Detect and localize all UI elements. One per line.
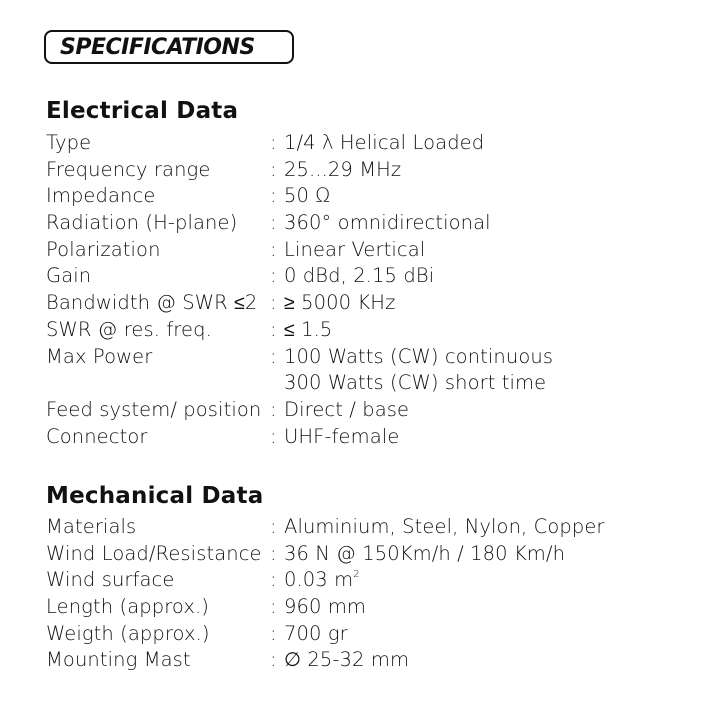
spec-value-superscript: 2 xyxy=(353,569,360,581)
spec-colon: : xyxy=(270,131,277,154)
spec-label: Gain xyxy=(46,264,92,288)
spec-value-text: ∅ 25-32 mm xyxy=(284,648,410,672)
spec-colon: : xyxy=(270,237,277,261)
spec-colon: : xyxy=(270,264,277,288)
spec-value xyxy=(284,424,399,451)
spec-label: Mounting Mast xyxy=(46,648,191,672)
spec-colon: : xyxy=(270,648,277,672)
spec-value-text: Aluminium, Steel, Nylon, Copper xyxy=(284,515,605,538)
spec-value-text: ≤ 1.5 xyxy=(284,317,333,341)
spec-label: Length (approx.) xyxy=(46,595,209,619)
spec-value-text: Linear Vertical xyxy=(284,237,426,261)
spec-label: Weigth (approx.) xyxy=(46,621,210,645)
spec-value-text: 36 N @ 150Km/h / 180 Km/h xyxy=(284,541,566,565)
spec-colon: : xyxy=(270,515,277,538)
spec-colon: : xyxy=(270,184,277,208)
spec-label: Bandwidth @ SWR ≤2 xyxy=(46,291,258,315)
spec-value xyxy=(284,210,491,237)
spec-value-text: 960 mm xyxy=(284,595,367,619)
spec-value-text: 0 dBd, 2.15 dBi xyxy=(284,264,435,288)
spec-value xyxy=(284,594,366,621)
spec-value xyxy=(284,130,484,157)
spec-value-text: 360° omnidirectional xyxy=(284,211,491,235)
spec-value xyxy=(284,567,360,594)
spec-value-text: 300 Watts (CW) short time xyxy=(284,371,547,395)
spec-value-text: 50 Ω xyxy=(284,184,331,208)
spec-label: Connector xyxy=(46,424,148,448)
spec-label: Frequency range xyxy=(46,157,211,181)
spec-value xyxy=(284,514,605,541)
spec-label: Feed system/ position xyxy=(46,397,262,421)
spec-label: Wind surface xyxy=(46,568,175,592)
spec-value xyxy=(284,317,332,344)
spec-value xyxy=(284,183,330,210)
spec-value-text: ≥ 5000 KHz xyxy=(284,291,396,315)
spec-value xyxy=(284,237,425,264)
spec-value-text: Direct / base xyxy=(284,397,410,421)
spec-label: Wind Load/Resistance xyxy=(46,541,262,565)
spec-value-text: 1/4 λ Helical Loaded xyxy=(284,131,485,154)
spec-label: Type xyxy=(46,131,92,154)
spec-colon: : xyxy=(270,621,277,645)
spec-value xyxy=(284,344,553,371)
spec-colon: : xyxy=(270,397,277,421)
spec-value xyxy=(284,263,434,290)
spec-colon: : xyxy=(270,424,277,448)
spec-colon: : xyxy=(270,291,277,315)
spec-colon: : xyxy=(270,317,277,341)
spec-value-text: 700 gr xyxy=(284,621,348,645)
spec-label: Materials xyxy=(46,515,137,538)
spec-colon: : xyxy=(270,157,277,181)
spec-label: Radiation (H-plane) xyxy=(46,211,238,235)
spec-colon: : xyxy=(270,344,277,368)
spec-value xyxy=(284,541,565,568)
spec-value xyxy=(284,621,348,648)
electrical-data-title: Electrical Data xyxy=(46,98,239,124)
spec-value-text: UHF-female xyxy=(284,424,400,448)
specifications-heading: SPECIFICATIONS xyxy=(60,35,255,60)
spec-label: Polarization xyxy=(46,237,161,261)
spec-value-text: 25...29 MHz xyxy=(284,157,402,181)
spec-value xyxy=(284,370,546,397)
spec-colon: : xyxy=(270,595,277,619)
spec-value xyxy=(284,397,409,424)
mechanical-data-title: Mechanical Data xyxy=(46,483,264,509)
spec-label: Max Power xyxy=(46,344,153,368)
spec-value-text: 0.03 m xyxy=(284,568,354,592)
spec-colon: : xyxy=(270,211,277,235)
spec-value xyxy=(284,647,409,674)
spec-label: SWR @ res. freq. xyxy=(46,317,212,341)
spec-colon: : xyxy=(270,568,277,592)
spec-value-text: 100 Watts (CW) continuous xyxy=(284,344,554,368)
spec-colon: : xyxy=(270,541,277,565)
specifications-badge xyxy=(44,30,294,64)
spec-value xyxy=(284,157,401,184)
spec-label: Impedance xyxy=(46,184,156,208)
spec-value xyxy=(284,290,395,317)
